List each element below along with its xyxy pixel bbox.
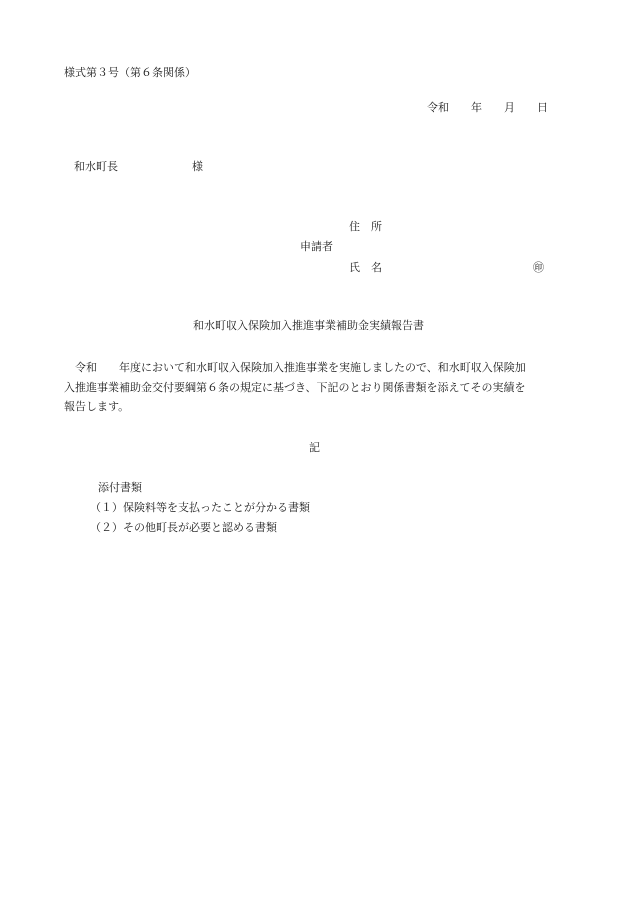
date-year-unit: 年 [471,101,482,114]
body-line-3: 報告します。 [64,400,130,413]
addressee-name: 和水町長 [74,160,118,173]
date-line [427,101,548,115]
form-number: 様式第３号（第６条関係） [64,66,196,79]
body-line-1: 令和 年度において和水町収入保険加入推進事業を実施しましたので、和水町収入保険加 [64,361,526,374]
document-title: 和水町収入保険加入推進事業補助金実績報告書 [193,319,424,332]
date-month-unit: 月 [504,101,515,114]
address-label: 住 所 [349,220,382,233]
date-era: 令和 [427,101,449,114]
body-paragraph [64,358,564,417]
date-day-unit: 日 [537,101,548,114]
addressee-honorific: 様 [192,160,203,173]
applicant-label: 申請者 [300,240,333,253]
attachment-item: （２）その他町長が必要と認める書類 [90,521,277,534]
attachment-item: （１）保険料等を支払ったことが分かる書類 [90,501,310,514]
seal-mark: ㊞ [533,261,544,274]
name-label: 氏 名 [349,261,382,274]
ki-heading: 記 [309,441,320,454]
body-line-2: 入推進事業補助金交付要綱第６条の規定に基づき、下記のとおり関係書類を添えてその実績を [64,380,526,394]
attachments-heading: 添付書類 [98,481,142,494]
